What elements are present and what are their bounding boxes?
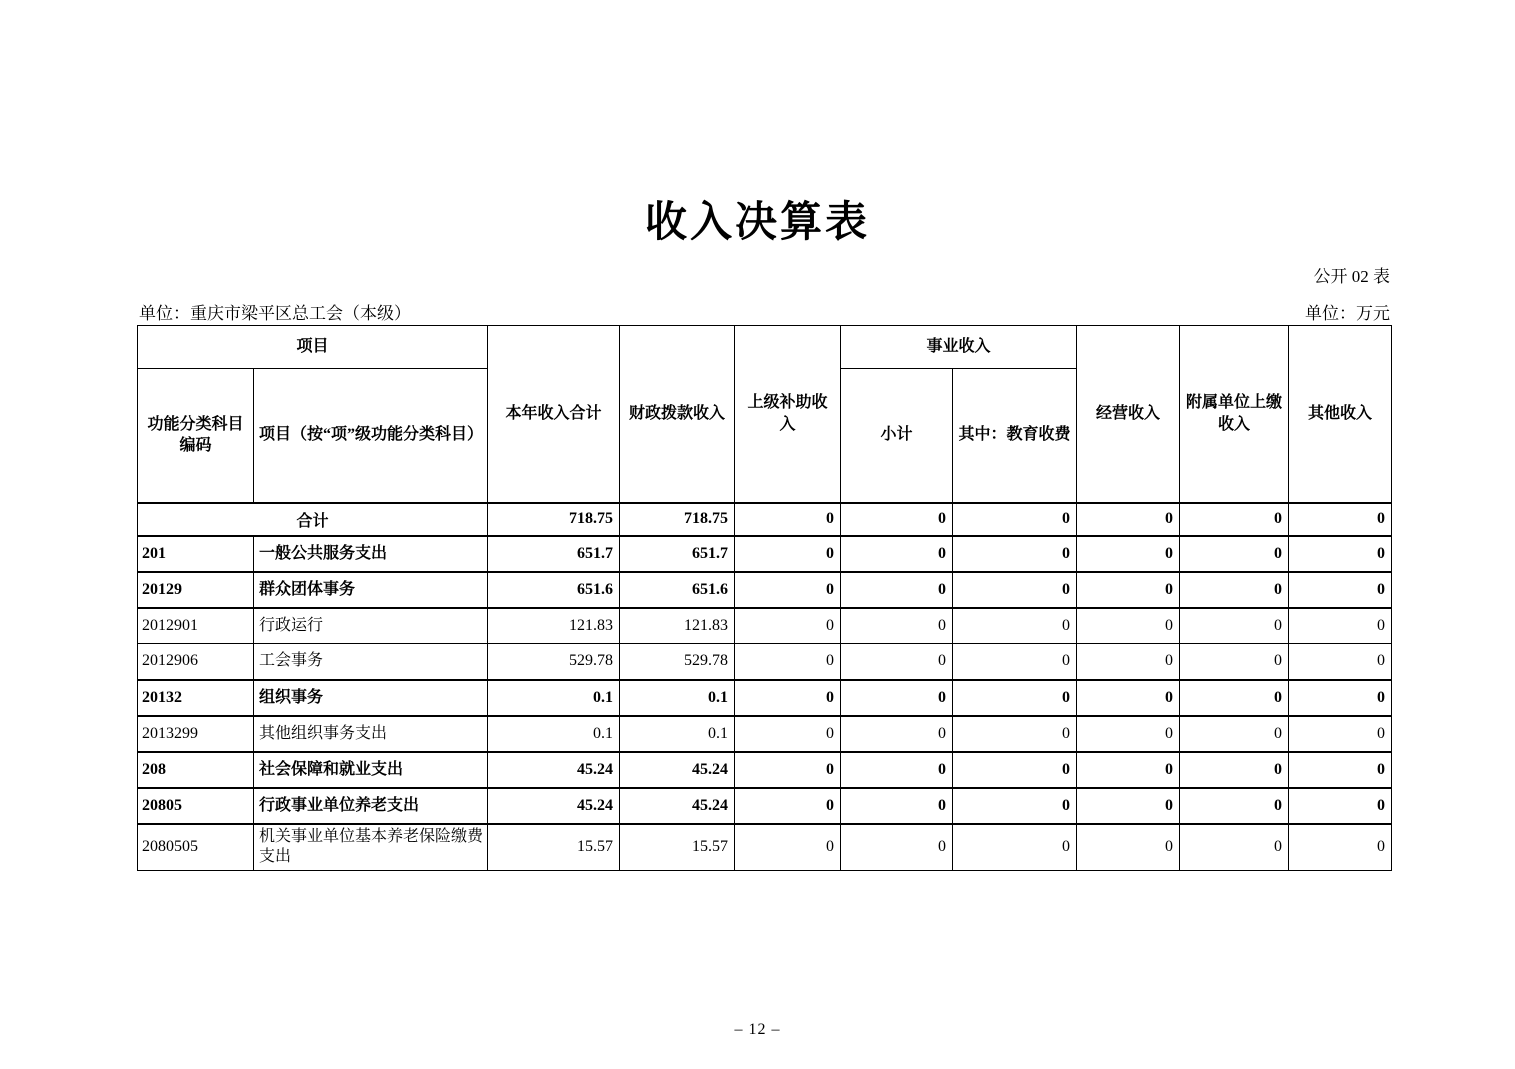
header-project-group: 项目 bbox=[138, 326, 488, 369]
unit-currency-label: 单位：万元 bbox=[1305, 304, 1390, 323]
row-value-cell: 121.83 bbox=[620, 608, 735, 644]
row-value-cell: 0 bbox=[1077, 824, 1180, 871]
row-value-cell: 0 bbox=[1180, 824, 1289, 871]
row-value-cell: 0 bbox=[953, 680, 1077, 716]
row-value-cell: 0 bbox=[1180, 788, 1289, 824]
header-total-income: 本年收入合计 bbox=[488, 326, 620, 503]
row-value-cell: 0 bbox=[1077, 716, 1180, 752]
row-value-cell: 0 bbox=[1077, 752, 1180, 788]
row-value-cell: 651.6 bbox=[488, 572, 620, 608]
row-value-cell: 0 bbox=[1180, 680, 1289, 716]
row-value-cell: 45.24 bbox=[620, 752, 735, 788]
row-value-cell: 0 bbox=[735, 572, 841, 608]
table-row bbox=[138, 536, 1392, 572]
header-superior-subsidy-income: 上级补助收入 bbox=[735, 326, 841, 503]
header-fiscal-appropriation-income: 财政拨款收入 bbox=[620, 326, 735, 503]
header-affiliated-unit-income: 附属单位上缴收入 bbox=[1180, 326, 1289, 503]
row-value-cell: 0 bbox=[1180, 608, 1289, 644]
row-value-cell: 0 bbox=[953, 716, 1077, 752]
header-education-fee: 其中：教育收费 bbox=[953, 369, 1077, 503]
row-value-cell: 0 bbox=[1289, 536, 1392, 572]
header-item-name: 项目（按“项”级功能分类科目） bbox=[254, 369, 488, 503]
row-value-cell: 529.78 bbox=[620, 644, 735, 680]
row-value-cell: 0 bbox=[1077, 572, 1180, 608]
row-value-cell: 121.83 bbox=[488, 608, 620, 644]
row-function-code: 2080505 bbox=[138, 824, 254, 871]
row-function-code: 2013299 bbox=[138, 716, 254, 752]
table-row bbox=[138, 788, 1392, 824]
row-value-cell: 0 bbox=[841, 536, 953, 572]
row-function-code: 208 bbox=[138, 752, 254, 788]
header-other-income: 其他收入 bbox=[1289, 326, 1392, 503]
row-item-name: 行政事业单位养老支出 bbox=[254, 788, 488, 824]
row-value-cell: 0 bbox=[953, 536, 1077, 572]
row-value-cell: 0 bbox=[841, 644, 953, 680]
row-function-code: 20132 bbox=[138, 680, 254, 716]
row-value-cell: 651.7 bbox=[620, 536, 735, 572]
row-value-cell: 0.1 bbox=[488, 716, 620, 752]
table-row bbox=[138, 503, 1392, 536]
row-item-name: 其他组织事务支出 bbox=[254, 716, 488, 752]
page-number: – 12 – bbox=[734, 1021, 781, 1038]
table-row bbox=[138, 680, 1392, 716]
row-item-name: 组织事务 bbox=[254, 680, 488, 716]
row-value-cell: 0 bbox=[1077, 608, 1180, 644]
table-row bbox=[138, 824, 1392, 871]
row-value-cell: 718.75 bbox=[620, 503, 735, 536]
row-value-cell: 0 bbox=[1289, 680, 1392, 716]
table-header bbox=[138, 326, 1392, 503]
row-value-cell: 0 bbox=[1180, 536, 1289, 572]
row-value-cell: 45.24 bbox=[620, 788, 735, 824]
row-value-cell: 651.7 bbox=[488, 536, 620, 572]
row-value-cell: 0 bbox=[1077, 536, 1180, 572]
row-value-cell: 0.1 bbox=[620, 716, 735, 752]
row-value-cell: 0 bbox=[841, 680, 953, 716]
header-subtotal: 小计 bbox=[841, 369, 953, 503]
row-value-cell: 0 bbox=[1289, 716, 1392, 752]
row-value-cell: 0 bbox=[953, 644, 1077, 680]
row-value-cell: 45.24 bbox=[488, 752, 620, 788]
row-value-cell: 0 bbox=[1077, 680, 1180, 716]
row-function-code: 201 bbox=[138, 536, 254, 572]
row-value-cell: 718.75 bbox=[488, 503, 620, 536]
row-value-cell: 0 bbox=[841, 608, 953, 644]
row-value-cell: 0 bbox=[735, 824, 841, 871]
row-value-cell: 0 bbox=[1180, 503, 1289, 536]
row-value-cell: 15.57 bbox=[488, 824, 620, 871]
row-value-cell: 0 bbox=[1289, 644, 1392, 680]
row-value-cell: 0 bbox=[841, 824, 953, 871]
row-item-name: 机关事业单位基本养老保险缴费支出 bbox=[254, 824, 488, 871]
row-value-cell: 0 bbox=[953, 503, 1077, 536]
unit-name-label: 单位：重庆市梁平区总工会（本级） bbox=[139, 304, 411, 323]
row-value-cell: 0 bbox=[735, 503, 841, 536]
row-value-cell: 0 bbox=[735, 608, 841, 644]
row-value-cell: 15.57 bbox=[620, 824, 735, 871]
row-item-name: 一般公共服务支出 bbox=[254, 536, 488, 572]
row-value-cell: 0 bbox=[735, 716, 841, 752]
row-total-label: 合计 bbox=[138, 503, 488, 536]
table-row bbox=[138, 752, 1392, 788]
table-body bbox=[138, 503, 1392, 871]
row-value-cell: 0 bbox=[1077, 503, 1180, 536]
public-table-code-label: 公开 02 表 bbox=[1313, 267, 1390, 286]
row-item-name: 社会保障和就业支出 bbox=[254, 752, 488, 788]
row-item-name: 群众团体事务 bbox=[254, 572, 488, 608]
row-value-cell: 0 bbox=[1289, 572, 1392, 608]
row-value-cell: 0 bbox=[841, 716, 953, 752]
page-title: 收入决算表 bbox=[644, 200, 870, 246]
header-operating-income: 经营收入 bbox=[1077, 326, 1180, 503]
row-value-cell: 0 bbox=[953, 752, 1077, 788]
table-row bbox=[138, 644, 1392, 680]
header-business-income-group: 事业收入 bbox=[841, 326, 1077, 369]
row-value-cell: 0 bbox=[735, 680, 841, 716]
row-value-cell: 651.6 bbox=[620, 572, 735, 608]
row-value-cell: 0 bbox=[841, 788, 953, 824]
row-value-cell: 0 bbox=[735, 788, 841, 824]
row-value-cell: 0 bbox=[1180, 716, 1289, 752]
row-item-name: 行政运行 bbox=[254, 608, 488, 644]
row-value-cell: 0 bbox=[1289, 824, 1392, 871]
row-value-cell: 45.24 bbox=[488, 788, 620, 824]
row-value-cell: 0 bbox=[1289, 788, 1392, 824]
row-value-cell: 0 bbox=[1180, 752, 1289, 788]
row-function-code: 2012906 bbox=[138, 644, 254, 680]
table-row bbox=[138, 608, 1392, 644]
row-value-cell: 0 bbox=[841, 572, 953, 608]
row-value-cell: 0 bbox=[1180, 644, 1289, 680]
row-value-cell: 0 bbox=[953, 572, 1077, 608]
row-function-code: 20129 bbox=[138, 572, 254, 608]
row-value-cell: 0 bbox=[1077, 788, 1180, 824]
row-value-cell: 0 bbox=[1077, 644, 1180, 680]
row-value-cell: 0 bbox=[953, 788, 1077, 824]
row-value-cell: 0 bbox=[1289, 608, 1392, 644]
row-value-cell: 0 bbox=[1289, 503, 1392, 536]
row-value-cell: 529.78 bbox=[488, 644, 620, 680]
row-value-cell: 0 bbox=[953, 824, 1077, 871]
income-accounts-table bbox=[137, 325, 1392, 871]
row-value-cell: 0 bbox=[735, 644, 841, 680]
row-value-cell: 0.1 bbox=[488, 680, 620, 716]
table-row bbox=[138, 716, 1392, 752]
row-value-cell: 0 bbox=[735, 536, 841, 572]
table-row bbox=[138, 572, 1392, 608]
row-value-cell: 0 bbox=[735, 752, 841, 788]
header-function-code: 功能分类科目编码 bbox=[138, 369, 254, 503]
row-value-cell: 0.1 bbox=[620, 680, 735, 716]
row-value-cell: 0 bbox=[1289, 752, 1392, 788]
row-value-cell: 0 bbox=[841, 503, 953, 536]
row-value-cell: 0 bbox=[1180, 572, 1289, 608]
row-function-code: 20805 bbox=[138, 788, 254, 824]
row-function-code: 2012901 bbox=[138, 608, 254, 644]
row-item-name: 工会事务 bbox=[254, 644, 488, 680]
row-value-cell: 0 bbox=[841, 752, 953, 788]
row-value-cell: 0 bbox=[953, 608, 1077, 644]
